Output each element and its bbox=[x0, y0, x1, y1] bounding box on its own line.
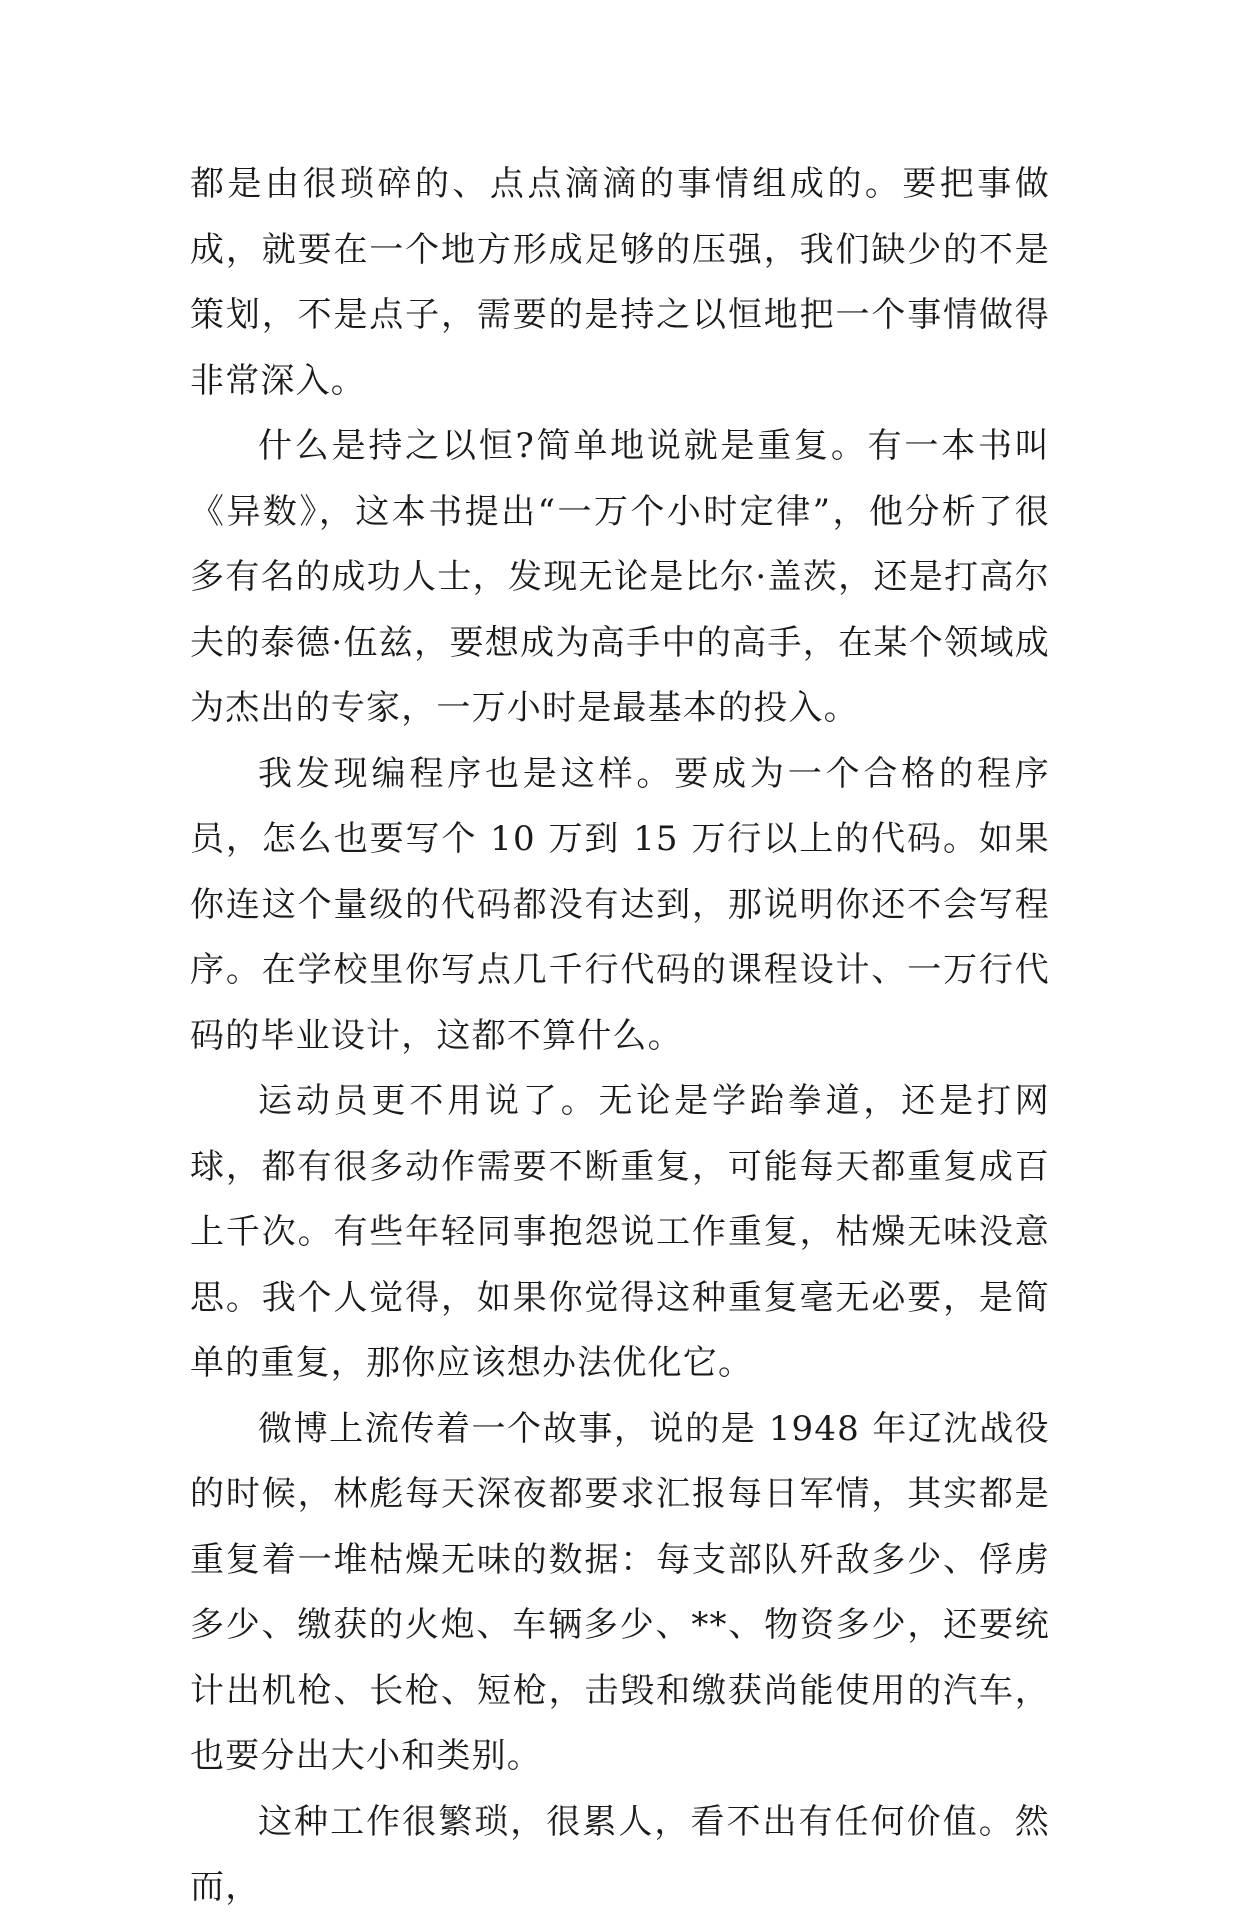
paragraph-2: 什么是持之以恒?简单地说就是重复。有一本书叫《异数》，这本书提出“一万个小时定律”，他分析了很多有名的成功人士，发现无论是比尔·盖茨，还是打高尔夫的泰德·伍兹，要想成为高手中的高手，在某个领域成为杰出的专家，一万小时是最基本的投入。 bbox=[190, 426, 1050, 728]
paragraph-4: 运动员更不用说了。无论是学跆拳道，还是打网球，都有很多动作需要不断重复，可能每天都重复成百上千次。有些年轻同事抱怨说工作重复，枯燥无味没意思。我个人觉得，如果你觉得这种重复毫无必要，是简单的重复，那你应该想办法优化它。 bbox=[190, 1081, 1050, 1383]
paragraph-3: 我发现编程序也是这样。要成为一个合格的程序员，怎么也要写个 10 万到 15 万行以上的代码。如果你连这个量级的代码都没有达到，那说明你还不会写程序。在学校里你写点几千行代码的课程设计、一万行代码的毕业设计，这都不算什么。 bbox=[190, 753, 1050, 1056]
paragraph-6: 这种工作很繁琐，很累人，看不出有任何价值。然而， bbox=[190, 1801, 1050, 1907]
paragraph-1: 都是由很琐碎的、点点滴滴的事情组成的。要把事做成，就要在一个地方形成足够的压强，我们缺少的不是策划，不是点子，需要的是持之以恒地把一个事情做得非常深入。 bbox=[190, 164, 1050, 401]
document-page bbox=[190, 152, 1050, 1921]
paragraph-5: 微博上流传着一个故事，说的是 1948 年辽沈战役的时候，林彪每天深夜都要求汇报每日军情，其实都是重复着一堆枯燥无味的数据：每支部队歼敌多少、俘虏多少、缴获的火炮、车辆多少、**、物资多少，还要统计出机枪、长枪、短枪，击毁和缴获尚能使用的汽车，也要分出大小和类别。 bbox=[190, 1408, 1050, 1776]
